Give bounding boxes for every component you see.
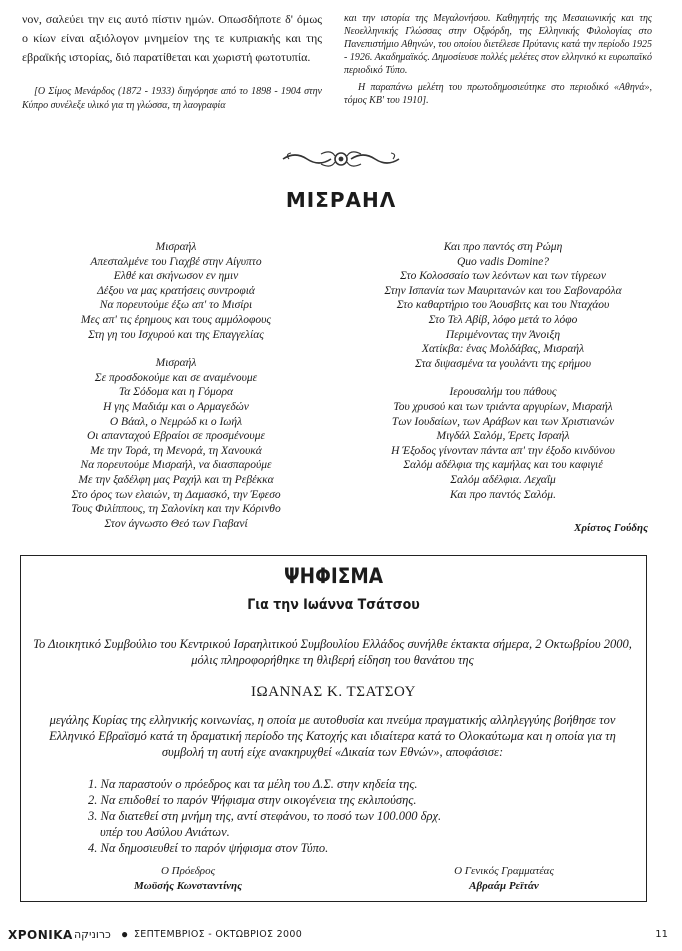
poem-line: Η Έξοδος γίνονταν πάντα απ' την έξοδο κινδύνου xyxy=(391,444,615,457)
resolution-paragraph-2: μεγάλης Κυρίας της ελληνικής κοινωνίας, η οποία με αυτοθυσία και πνεύμα πραγματικής αλληλεγγύης βοήθησε τον Ελληνικό Εβραϊσμό κατά τη δραματική περίοδο της Κατοχής και ιδιαίτερα κατά το Ολοκαύτωμα και η οποία για τη συμβολή τη αυτή είχε ανακηρυχθεί «Δικαία των Εθνών», αποφάσισε: xyxy=(49,713,616,759)
poem-line: Στο καθαρτήριο του Άουσβιτς και του Νταχάου xyxy=(396,299,610,312)
poem-line: Quo vadis Domine? xyxy=(457,255,549,268)
poem-line: Απεσταλμένε του Γιαχβέ στην Αίγυπτο xyxy=(90,255,262,268)
poem-line: Στην Ισπανία των Μαυριτανών και του Σαβοναρόλα xyxy=(384,284,622,297)
poem-line: Ελθέ και σκήνωσον εν ημιν xyxy=(113,270,239,283)
poem-line: Μισραήλ xyxy=(155,357,197,370)
poem-line: Να πορευτούμε Μισραήλ, να διασπαρούμε xyxy=(80,459,272,472)
decision-list xyxy=(88,776,608,856)
poem-line: Στα διψασμένα τα γουλάντι της ερήμου xyxy=(415,357,591,370)
source-note: Η παραπάνω μελέτη του πρωτοδημοσιεύτηκε στο περιοδικό «Αθηνά», τόμος ΚΒ' του 1910]. xyxy=(344,82,652,106)
poem-line: Των Ιουδαίων, των Αράβων και των Χριστιανών xyxy=(391,415,615,428)
signature-role: Ο Πρόεδρος xyxy=(160,865,216,877)
poem-line: Ο Βάαλ, ο Νεμρώδ κι ο Ιωήλ xyxy=(109,415,243,428)
poem-right-column xyxy=(354,240,652,502)
poem-line: Περιμένοντας την Άνοιξη xyxy=(445,328,561,341)
poem-line: Μιγδάλ Σαλόμ, Έρετς Ισραήλ xyxy=(436,430,570,443)
poem-stanza xyxy=(354,240,652,371)
poem-line: Σαλόμ αδέλφια της καμήλας και του καφιγιέ xyxy=(403,459,603,472)
signature-role: Ο Γενικός Γραμματέας xyxy=(454,865,554,877)
poem-title: ΜΙΣΡΑΗΛ xyxy=(285,188,397,212)
poem-author: Χρίστος Γούδης xyxy=(574,522,648,534)
bio-note-left: [Ο Σίμος Μενάρδος (1872 - 1933) διηγόρησε από το 1898 - 1904 στην Κύπρο συνέλεξε υλικό για τη γλώσσα, τη λαογραφία xyxy=(22,86,322,111)
poem-line: Του χρυσού και των τριάντα αργυρίων, Μισραήλ xyxy=(393,400,613,413)
poem-line: Οι απανταχού Εβραίοι σε προσμένουμε xyxy=(86,430,266,443)
poem-stanza xyxy=(28,240,324,342)
resolution-title: ΨΗΦΙΣΜΑ xyxy=(283,564,384,588)
poem-stanza xyxy=(354,385,652,502)
poem-line: Και προ παντός στη Ρώμη xyxy=(443,241,563,253)
intro-right-column xyxy=(344,12,652,107)
bio-note-right: και την ιστορία της Μεγαλονήσου. Καθηγητής της Μεσαιωνικής και της Νεοελληνικής Γλώσσας στην Οξφόρδη, της Ελληνικής Φιλολογίας στο Πανεπιστήμιο Αθηνών, του οποίου διετέλεσε Πρύτανις κατά την περίοδο 1925 - 1926. Ακαδημαϊκός. Δημοσίευσε πολλές μελέτες στον ελληνικό κι ευρωπαϊκό περιοδικό Τύπο. xyxy=(344,13,652,76)
magazine-brand-hebrew: כרוניקה xyxy=(74,928,111,941)
decision-item: 2. Να επιδοθεί το παρόν Ψήφισμα στην οικογένεια της εκλιπούσης. xyxy=(88,793,417,807)
poem-line: Ιερουσαλήμ του πάθους xyxy=(449,386,557,399)
signature-secretary xyxy=(414,864,594,894)
poem-line: Μισραήλ xyxy=(155,241,197,253)
decision-item: 1. Να παραστούν ο πρόεδρος και τα μέλη του Δ.Σ. στην κηδεία της. xyxy=(88,777,418,791)
poem-line: Στον άγνωστο Θεό των Γιαβανί xyxy=(104,517,248,530)
issue-date: ΣΕΠΤΕΜΒΡΙΟΣ - ΟΚΤΩΒΡΙΟΣ 2000 xyxy=(134,929,303,940)
poem-line: Η γης Μαδιάμ και ο Αρμαγεδών xyxy=(103,400,249,413)
decision-item: 3. Να διατεθεί στη μνήμη της, αντί στεφάνου, το ποσό των 100.000 δρχ. xyxy=(88,809,442,823)
intro-paragraph: νον, σαλεύει την εις αυτό πίστιν ημών. Οπωσδήποτε δ' όμως ο κίων είναι αξιόλογον μνημείον της τε κυπριακής και της εβραϊκής ιστορίας, διό παρατίθεται και χωριστή φωτοτυπία. xyxy=(22,12,322,64)
resolution-paragraph-1: Το Διοικητικό Συμβούλιο του Κεντρικού Ισραηλιτικού Συμβουλίου Ελλάδος συνήλθε έκτακτα σήμερα, 2 Οκτωβρίου 2000, μόλις πληροφορήθηκε τη θλιβερή είδηση του θανάτου της xyxy=(33,637,632,667)
poem-line: Στο Κολοσσαίο των λεόντων και των τίγρεων xyxy=(400,270,606,283)
poem-line: Δέξου να μας κρατήσεις συντροφιά xyxy=(97,284,255,297)
poem-line: Και προ παντός Σαλόμ. xyxy=(450,488,556,501)
decision-item-continuation: υπέρ του Ασύλου Ανιάτων. xyxy=(100,825,230,839)
poem-line: Χατίκβα: ένας Μολδάβας, Μισραήλ xyxy=(421,343,585,356)
poem-left-column xyxy=(28,240,324,531)
page-footer xyxy=(0,926,682,946)
poem-line: Στο Τελ Αβίβ, λόφο μετά το λόφο xyxy=(428,313,578,326)
resolution-subtitle: Για την Ιωάννα Τσάτσου xyxy=(247,597,420,613)
poem-line: Με την ξαδέλφη μας Ραχήλ και τη Ρεβέκκα xyxy=(78,473,274,486)
poem-stanza xyxy=(28,356,324,531)
decision-item: 4. Να δημοσιευθεί το παρόν ψήφισμα στον Τύπο. xyxy=(88,841,329,855)
intro-left-column xyxy=(22,10,322,123)
poem-line: Σαλόμ αδέλφια. Λεχαΐμ xyxy=(450,473,556,486)
poem-line: Τα Σόδομα και η Γόμορα xyxy=(118,386,234,399)
poem-line: Τους Φιλίππους, τη Σαλονίκη και την Κόρινθο xyxy=(71,503,281,516)
bullet-icon: ● xyxy=(121,927,129,941)
signature-name: Αβραάμ Ρεϊτάν xyxy=(469,880,539,892)
ornament-divider-icon xyxy=(281,147,401,171)
magazine-brand: ΧΡΟΝΙΚΑ xyxy=(8,928,73,942)
poem-line: Να πορευτούμε έξω απ' το Μισίρι xyxy=(99,299,253,312)
poem-line: Μες απ' τις έρημους και τους αμμόλοφους xyxy=(80,313,272,326)
poem-line: Σε προσδοκούμε και σε αναμένουμε xyxy=(94,371,258,384)
page-number: 11 xyxy=(655,929,668,940)
poem-line: Με την Τορά, τη Μενορά, τη Χανουκά xyxy=(90,444,262,457)
poem-line: Στο όρος των ελαιών, τη Δαμασκό, την Έφεσο xyxy=(71,488,281,501)
poem-line: Στη γη του Ισχυρού και της Επαγγελίας xyxy=(88,328,264,341)
honoree-name: ΙΩΑΝΝΑΣ Κ. ΤΣΑΤΣΟΥ xyxy=(251,684,416,700)
signature-president xyxy=(98,864,278,894)
signature-name: Μωϋσής Κωνσταντίνης xyxy=(134,880,242,892)
